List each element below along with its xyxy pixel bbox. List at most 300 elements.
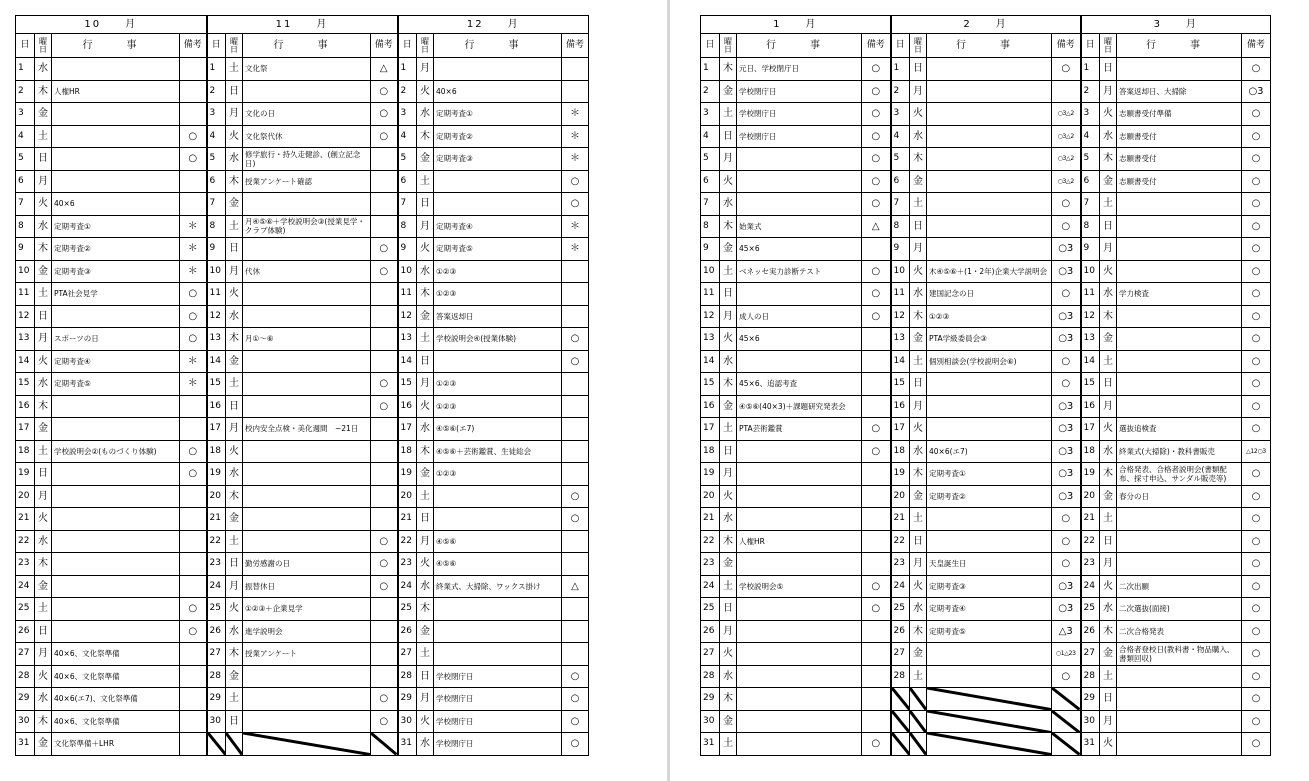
event-cell [1117,553,1242,576]
day-row [701,193,1271,216]
day-number: 10 [398,260,417,283]
note-mark [862,395,891,418]
blank-day-cell [891,710,910,733]
blank-day-cell [371,733,398,756]
note-mark [371,418,398,441]
event-cell [52,305,180,328]
event-cell: 答案返却日 [434,305,562,328]
day-number: 1 [16,58,35,81]
note-mark: ○ [1242,215,1271,238]
day-row [701,305,1271,328]
note-mark: ＊ [562,103,589,126]
note-mark: ○ [562,328,589,351]
event-cell [927,170,1052,193]
note-mark: ○ [1242,733,1271,756]
event-cell: ①②③＋企業見学 [243,598,371,621]
event-cell: スポーツの日 [52,328,180,351]
weekday: 木 [35,80,52,103]
day-number: 26 [398,620,417,643]
weekday: 日 [910,58,927,81]
weekday: 水 [1100,598,1117,621]
header-day: 日 [207,34,226,58]
day-number: 23 [398,553,417,576]
day-number: 11 [891,283,910,306]
weekday: 水 [910,598,927,621]
note-mark: ○3 [1052,440,1081,463]
day-number: 1 [891,58,910,81]
note-mark: ○ [562,733,589,756]
note-mark: ○ [862,305,891,328]
event-cell [243,665,371,688]
event-cell [737,485,862,508]
note-mark [180,553,207,576]
weekday: 日 [720,283,737,306]
day-number: 13 [207,328,226,351]
day-number: 25 [891,598,910,621]
weekday: 金 [35,418,52,441]
day-number: 11 [398,283,417,306]
note-mark: ○ [1052,530,1081,553]
day-number: 18 [398,440,417,463]
event-cell [52,395,180,418]
event-cell [434,643,562,666]
day-row [701,80,1271,103]
event-cell: 定期考査③ [927,575,1052,598]
event-cell: 定期考査④ [927,598,1052,621]
day-row [701,575,1271,598]
event-cell: 春分の日 [1117,485,1242,508]
event-cell [52,485,180,508]
note-mark [180,575,207,598]
weekday: 水 [226,305,243,328]
blank-day-cell [207,733,226,756]
day-number: 8 [16,215,35,238]
weekday: 日 [910,373,927,396]
event-cell [737,508,862,531]
event-cell [434,508,562,531]
day-row [701,710,1271,733]
day-row [16,58,589,81]
day-number: 12 [398,305,417,328]
event-cell: 月①～⑥ [243,328,371,351]
event-cell: 40×6(エ7) [927,440,1052,463]
day-number: 29 [398,688,417,711]
note-mark: ＊ [180,350,207,373]
day-number: 3 [891,103,910,126]
header-day: 日 [1081,34,1100,58]
column-header-row [701,34,1271,58]
day-number: 27 [16,643,35,666]
blank-day-cell [910,733,927,756]
day-row [16,125,589,148]
day-number: 26 [891,620,910,643]
note-mark: ○ [1242,193,1271,216]
event-cell: 定期考査③ [52,260,180,283]
event-cell: 学校説明会②(ものづくり体験) [52,440,180,463]
event-cell [52,575,180,598]
event-cell [737,733,862,756]
header-event: 行 事 [737,34,862,58]
event-cell: 二次出願 [1117,575,1242,598]
event-cell: 定期考査⑤ [434,238,562,261]
weekday: 木 [1100,620,1117,643]
day-number: 19 [891,463,910,486]
weekday: 土 [417,643,434,666]
weekday: 月 [910,238,927,261]
day-number: 12 [701,305,720,328]
day-number: 5 [398,148,417,171]
header-note: 備考 [180,34,207,58]
weekday: 月 [226,418,243,441]
day-row [701,373,1271,396]
event-cell [434,193,562,216]
weekday: 日 [417,350,434,373]
event-cell: 人権HR [737,530,862,553]
note-mark: ○ [371,395,398,418]
header-note: 備考 [562,34,589,58]
weekday: 水 [720,350,737,373]
note-mark: ○ [862,193,891,216]
event-cell: 学校説明会④(授業体験) [434,328,562,351]
weekday: 月 [720,148,737,171]
day-number: 3 [701,103,720,126]
weekday: 月 [417,688,434,711]
event-cell [927,215,1052,238]
note-mark [371,283,398,306]
header-event: 行 事 [927,34,1052,58]
day-number: 9 [16,238,35,261]
note-mark [180,103,207,126]
note-mark: ＊ [562,238,589,261]
event-cell [1117,665,1242,688]
day-row [701,350,1271,373]
note-mark: ○ [1242,553,1271,576]
note-mark: ○ [562,508,589,531]
day-number: 3 [207,103,226,126]
note-mark: ○ [1242,530,1271,553]
day-number: 8 [1081,215,1100,238]
blank-day-cell [927,733,1052,756]
event-cell [243,440,371,463]
weekday: 土 [720,103,737,126]
weekday: 火 [226,598,243,621]
event-cell [52,418,180,441]
month-title-march: 3 月 [1081,16,1271,34]
note-mark [180,710,207,733]
note-mark: ○ [1242,643,1271,666]
day-number: 27 [891,643,910,666]
event-cell [737,643,862,666]
note-mark: ○ [562,710,589,733]
day-number: 19 [701,463,720,486]
day-row [701,260,1271,283]
weekday: 月 [226,260,243,283]
note-mark [562,530,589,553]
event-cell [434,485,562,508]
event-cell [1117,395,1242,418]
weekday: 金 [417,148,434,171]
event-cell [927,395,1052,418]
weekday: 日 [720,598,737,621]
note-mark: ＊ [562,125,589,148]
event-cell: 45×6、追認考査 [737,373,862,396]
day-number: 10 [16,260,35,283]
day-number: 10 [207,260,226,283]
event-cell [737,665,862,688]
event-cell: PTA学級委員会③ [927,328,1052,351]
event-cell [434,170,562,193]
note-mark [180,643,207,666]
note-mark: ＊ [180,260,207,283]
day-number: 20 [398,485,417,508]
day-number: 21 [398,508,417,531]
weekday: 木 [417,598,434,621]
weekday: 火 [910,260,927,283]
weekday: 火 [1100,733,1117,756]
day-number: 4 [701,125,720,148]
day-number: 27 [398,643,417,666]
day-row [16,350,589,373]
day-number: 26 [701,620,720,643]
event-cell: ①②③ [434,373,562,396]
header-event: 行 事 [52,34,180,58]
day-number: 25 [398,598,417,621]
event-cell [927,125,1052,148]
event-cell: 40×6 [52,193,180,216]
weekday: 水 [226,620,243,643]
day-row [701,328,1271,351]
event-cell [434,58,562,81]
note-mark: ○ [562,170,589,193]
note-mark: ○ [371,553,398,576]
day-row [701,440,1271,463]
day-number: 20 [16,485,35,508]
weekday: 土 [417,485,434,508]
day-number: 14 [398,350,417,373]
weekday: 金 [1100,170,1117,193]
weekday: 木 [35,395,52,418]
note-mark [862,553,891,576]
day-number: 28 [891,665,910,688]
day-number: 2 [701,80,720,103]
month-title-february: 2 月 [891,16,1081,34]
event-cell: 選抜追検査 [1117,418,1242,441]
note-mark: ○ [180,440,207,463]
weekday: 日 [1100,530,1117,553]
note-mark [562,395,589,418]
day-number: 31 [701,733,720,756]
weekday: 月 [1100,395,1117,418]
event-cell: 始業式 [737,215,862,238]
day-number: 4 [16,125,35,148]
day-row [701,418,1271,441]
day-row [16,733,589,756]
header-day: 日 [891,34,910,58]
blank-day-cell [1052,688,1081,711]
event-cell [737,553,862,576]
day-number: 20 [701,485,720,508]
day-number: 29 [16,688,35,711]
event-cell: 天皇誕生日 [927,553,1052,576]
weekday: 火 [35,193,52,216]
weekday: 土 [1100,193,1117,216]
event-cell: 文化祭準備＋LHR [52,733,180,756]
weekday: 木 [1100,305,1117,328]
note-mark: ○ [1052,508,1081,531]
day-number: 26 [1081,620,1100,643]
day-row [16,575,589,598]
event-cell [1117,193,1242,216]
note-mark [180,193,207,216]
weekday: 木 [226,643,243,666]
day-row [701,620,1271,643]
day-number: 31 [398,733,417,756]
note-mark: ○ [1242,125,1271,148]
event-cell: 定期考査① [434,103,562,126]
weekday: 日 [1100,58,1117,81]
weekday: 木 [1100,463,1117,486]
weekday: 日 [417,508,434,531]
weekday: 月 [226,103,243,126]
event-cell [927,103,1052,126]
weekday: 水 [417,103,434,126]
day-number: 9 [398,238,417,261]
day-number: 19 [1081,463,1100,486]
event-cell: 40×6、文化祭準備 [52,643,180,666]
weekday: 日 [226,80,243,103]
note-mark: △12○3 [1242,440,1271,463]
weekday: 木 [720,373,737,396]
weekday: 金 [910,170,927,193]
note-mark [371,620,398,643]
day-number: 22 [16,530,35,553]
event-cell: 振替休日 [243,575,371,598]
event-cell [737,463,862,486]
event-cell: 代休 [243,260,371,283]
event-cell: 学校閉庁日 [737,80,862,103]
weekday: 土 [1100,665,1117,688]
weekday: 月 [910,80,927,103]
day-number: 29 [207,688,226,711]
day-number: 18 [207,440,226,463]
day-number: 23 [16,553,35,576]
note-mark [371,665,398,688]
weekday: 水 [35,688,52,711]
event-cell: 40×6 [434,80,562,103]
note-mark: ○3 [1052,598,1081,621]
day-number: 24 [701,575,720,598]
event-cell [737,620,862,643]
event-cell: 定期考査③ [434,148,562,171]
event-cell: 学校閉庁日 [434,733,562,756]
event-cell [243,80,371,103]
event-cell: 個別相談会(学校説明会⑥) [927,350,1052,373]
event-cell [434,620,562,643]
event-cell: 答案返却日、大掃除 [1117,80,1242,103]
weekday: 火 [226,125,243,148]
day-row [701,103,1271,126]
weekday: 土 [226,215,243,238]
weekday: 日 [1100,215,1117,238]
weekday: 月 [417,373,434,396]
weekday: 木 [417,440,434,463]
note-mark: ○ [1242,598,1271,621]
day-number: 7 [398,193,417,216]
note-mark: ○ [371,710,398,733]
day-number: 10 [891,260,910,283]
day-row [16,80,589,103]
day-number: 29 [1081,688,1100,711]
weekday: 金 [226,350,243,373]
weekday: 金 [417,463,434,486]
event-cell [243,530,371,553]
header-event: 行 事 [434,34,562,58]
event-cell: 定期考査② [927,485,1052,508]
event-cell [1117,238,1242,261]
day-row [16,688,589,711]
weekday: 木 [1100,148,1117,171]
event-cell [243,710,371,733]
day-number: 14 [701,350,720,373]
event-cell [927,58,1052,81]
weekday: 月 [1100,553,1117,576]
note-mark: ○ [371,530,398,553]
event-cell: 志願書受付 [1117,148,1242,171]
event-cell: 45×6 [737,328,862,351]
note-mark [562,305,589,328]
weekday: 日 [417,193,434,216]
note-mark: ○ [1052,58,1081,81]
weekday: 金 [35,575,52,598]
day-row [701,283,1271,306]
day-number: 16 [701,395,720,418]
event-cell [52,620,180,643]
event-cell [737,170,862,193]
weekday: 月 [720,463,737,486]
event-cell [927,193,1052,216]
note-mark: ○ [1242,485,1271,508]
note-mark: ○ [562,193,589,216]
day-number: 15 [1081,373,1100,396]
header-day: 日 [16,34,35,58]
weekday: 月 [35,170,52,193]
note-mark: ＊ [180,238,207,261]
day-number: 15 [16,373,35,396]
day-number: 27 [207,643,226,666]
day-number: 12 [207,305,226,328]
note-mark [862,530,891,553]
day-number: 10 [1081,260,1100,283]
day-row [16,440,589,463]
event-cell: 勤労感謝の日 [243,553,371,576]
weekday: 水 [910,125,927,148]
day-row [701,125,1271,148]
event-cell [1117,215,1242,238]
weekday: 日 [35,305,52,328]
day-number: 30 [207,710,226,733]
weekday: 土 [910,665,927,688]
day-number: 4 [398,125,417,148]
event-cell [243,688,371,711]
note-mark [562,598,589,621]
weekday: 水 [417,733,434,756]
event-cell [52,58,180,81]
note-mark: ○ [862,283,891,306]
note-mark: ○ [1052,215,1081,238]
note-mark: ○ [1242,58,1271,81]
note-mark: ○ [1242,463,1271,486]
header-note: 備考 [862,34,891,58]
